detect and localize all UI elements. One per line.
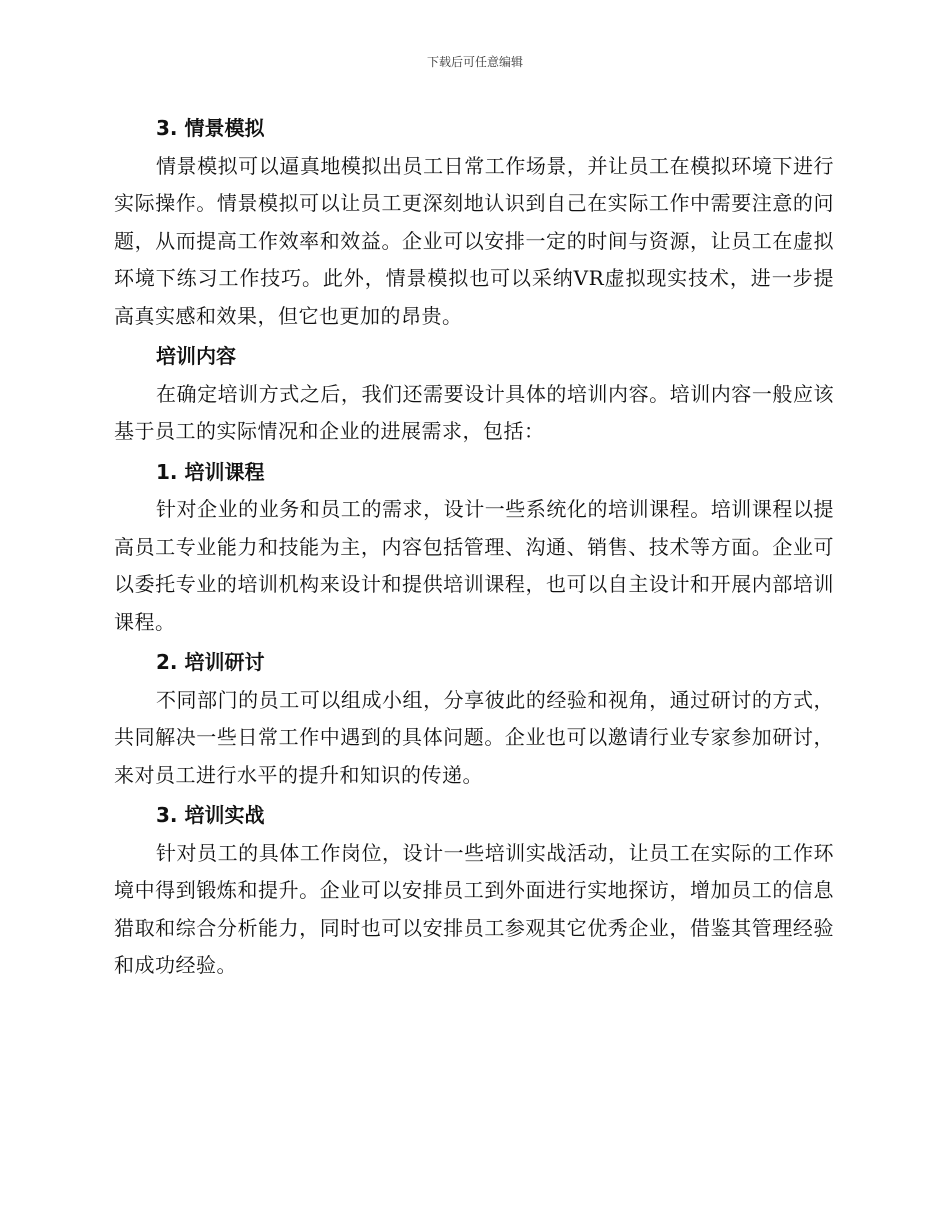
section-paragraph-training-courses: 针对企业的业务和员工的需求，设计一些系统化的培训课程。培训课程以提高员工专业能力和技能为主，内容包括管理、沟通、销售、技术等方面。企业可以委托专业的培训机构来设计和提供培训课程，也可以自主设计和开展内部培训课程。 xyxy=(114,497,834,634)
section-paragraph-training-practice: 针对员工的具体工作岗位，设计一些培训实战活动，让员工在实际的工作环境中得到锻炼和提升。企业可以安排员工到外面进行实地探访，增加员工的信息猎取和综合分析能力，同时也可以安排员工参观其它优秀企业，借鉴其管理经验和成功经验。 xyxy=(114,840,834,977)
section-heading-training-seminar: 2. 培训研讨 xyxy=(156,650,265,674)
page-header: 下载后可任意编辑 xyxy=(426,55,523,69)
section-heading-training-content: 培训内容 xyxy=(156,344,236,368)
section-paragraph-training-content: 在确定培训方式之后，我们还需要设计具体的培训内容。培训内容一般应该基于员工的实际情况和企业的进展需求，包括： xyxy=(114,381,834,443)
section-heading-training-courses: 1. 培训课程 xyxy=(156,459,265,484)
section-heading-training-practice: 3. 培训实战 xyxy=(156,803,265,827)
document-body xyxy=(114,110,834,985)
section-heading-scenario-simulation: 3. 情景模拟 xyxy=(156,116,265,140)
section-paragraph-scenario-simulation: 情景模拟可以逼真地模拟出员工日常工作场景，并让员工在模拟环境下进行实际操作。情景模拟可以让员工更深刻地认识到自己在实际工作中需要注意的问题，从而提高工作效率和效益。企业可以安排一定的时间与资源，让员工在虚拟环境下练习工作技巧。此外，情景模拟也可以采纳VR虚拟现实技术，进一步提高真实感和效果，但它也更加的昂贵。 xyxy=(114,153,834,328)
section-paragraph-training-seminar: 不同部门的员工可以组成小组，分享彼此的经验和视角，通过研讨的方式，共同解决一些日常工作中遇到的具体问题。企业也可以邀请行业专家参加研讨，来对员工进行水平的提升和知识的传递。 xyxy=(114,687,834,787)
